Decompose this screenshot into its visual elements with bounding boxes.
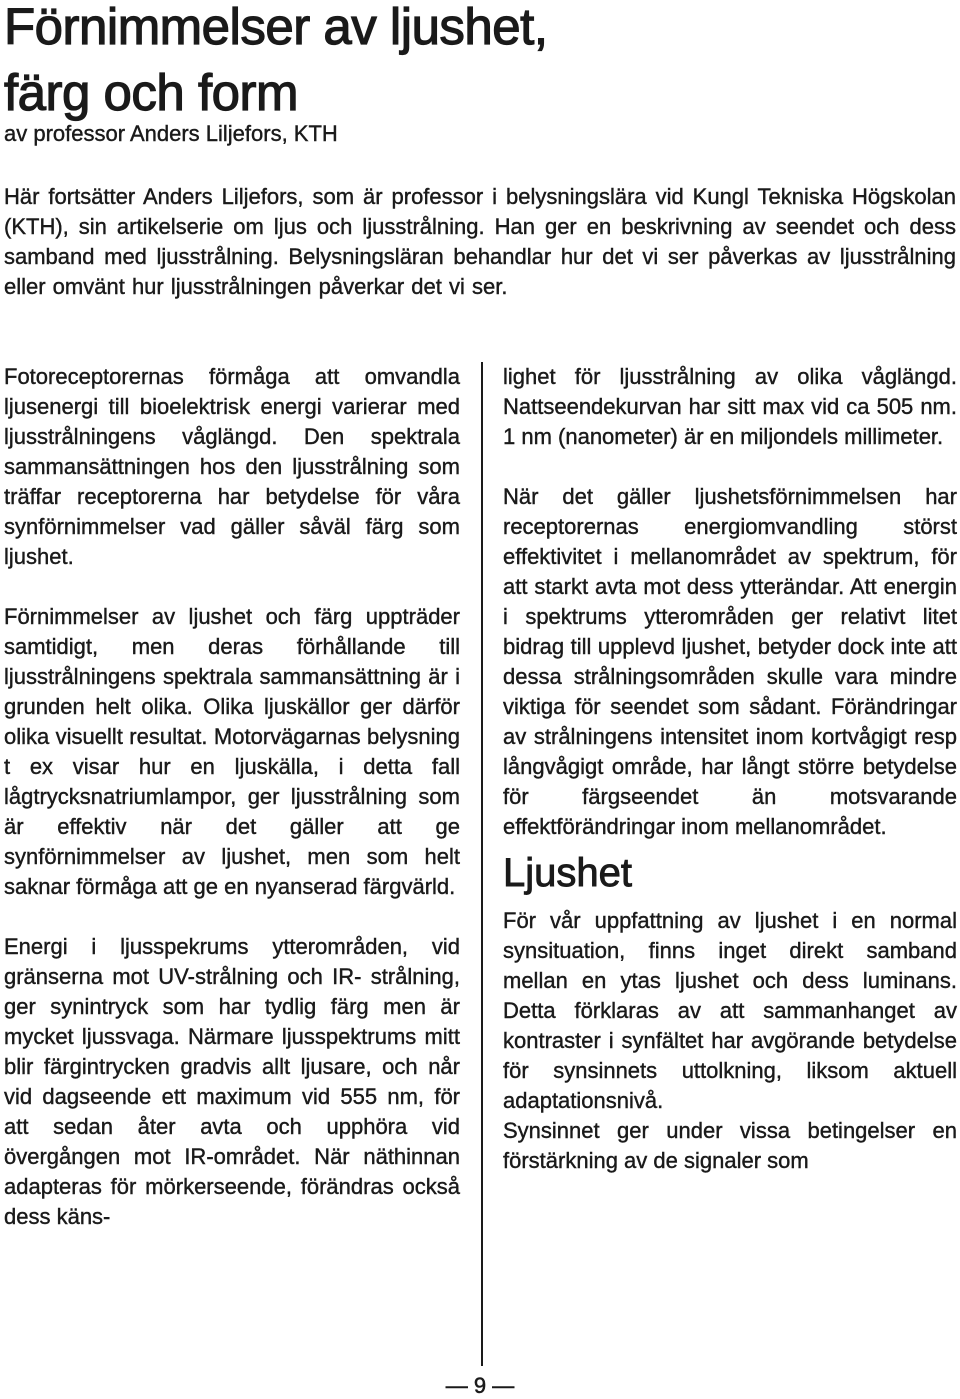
body-paragraph: Fotoreceptorernas förmåga att omvandla ljusenergi till bioelektrisk energi varierar med ljusstrålningens våglängd. Den spektrala sammansättningen hos den ljusstrålning som träffar receptorerna har betydelse för våra synförnimmelser vad gäller såväl färg som ljushet. — [4, 364, 460, 569]
body-paragraph: När det gäller ljushetsförnimmelsen har receptorernas energiomvandling störst effektivitet i mellanområdet av spektrum, för att starkt avta mot dess ytterändar. Att energin i spektrums ytterområden ger relativt litet bidrag till upplevd ljushet, betyder dock inte att dessa strålningsområden skulle vara mindre viktiga för seendet som sådant. Förändringar av strålningens intensitet inom kortvågigt resp långvågigt område, har långt större betydelse för färgseendet än motsvarande effektförändringar inom mellanområdet. — [503, 484, 957, 839]
body-paragraph: Förnimmelser av ljushet och färg uppträder samtidigt, men deras förhållande till ljusstrålningens spektrala sammansättning är i grunden helt olika. Olika ljuskällor ger därför olika visuellt resultat. Motorvägarnas belysning t ex visar hur en ljuskälla, i detta fall lågtrycksnatriumlampor, ger ljusstrålning som är effektiv när det gäller att ge synförnimmelser av ljushet, men som helt saknar förmåga att ge en nyanserad färgvärld. — [4, 604, 460, 899]
section-heading: Ljushet — [503, 851, 632, 895]
page-number: — 9 — — [445, 1373, 515, 1398]
column-divider — [481, 362, 483, 1366]
body-paragraph: lighet för ljusstrålning av olika våglängd. Nattseendekurvan har sitt max vid ca 505 nm. 1 nm (nanometer) är en miljondels millimeter. — [503, 364, 957, 449]
article-byline: av professor Anders Liljefors, KTH — [4, 121, 338, 146]
right-column — [503, 362, 957, 1176]
article-intro: Här fortsätter Anders Liljefors, som är professor i belysningslära vid Kungl Tekniska Högskolan (KTH), sin artikelserie om ljus och ljusstrålning. Han ger en beskrivning av seendet och dess samband med ljusstrålning. Belysningsläran behandlar hur det vi ser påverkas av ljusstrålning eller omvänt hur ljusstrålningen påverkar det vi ser. — [4, 184, 956, 299]
body-paragraph: Energi i ljusspekrums ytterområden, vid gränserna mot UV-strålning och IR- strålning, ger synintryck som har tydlig färg men är mycket ljussvaga. Närmare ljusspektrums mitt blir färgintrycken gradvis allt ljusare, och når vid dagseende ett maximum vid 555 nm, för att sedan åter avta och upphöra vid övergången mot IR-området. När näthinnan adapteras för mörkerseende, förändras också dess käns- — [4, 934, 460, 1229]
body-paragraph: Synsinnet ger under vissa betingelser en förstärkning av de signaler som — [503, 1118, 957, 1173]
left-column — [4, 362, 460, 1232]
body-paragraph: För vår uppfattning av ljushet i en normal synsituation, finns inget direkt samband mellan en ytas ljushet och dess luminans. Detta förklaras av att sammanhanget av kontraster i synfältet har avgörande betydelse för synsinnets uttolkning, liksom aktuell adaptationsnivå. — [503, 908, 957, 1113]
article-title-line-2: färg och form — [4, 64, 298, 121]
article-title-line-1: Förnimmelser av ljushet, — [4, 0, 548, 55]
article-title — [4, 0, 954, 126]
